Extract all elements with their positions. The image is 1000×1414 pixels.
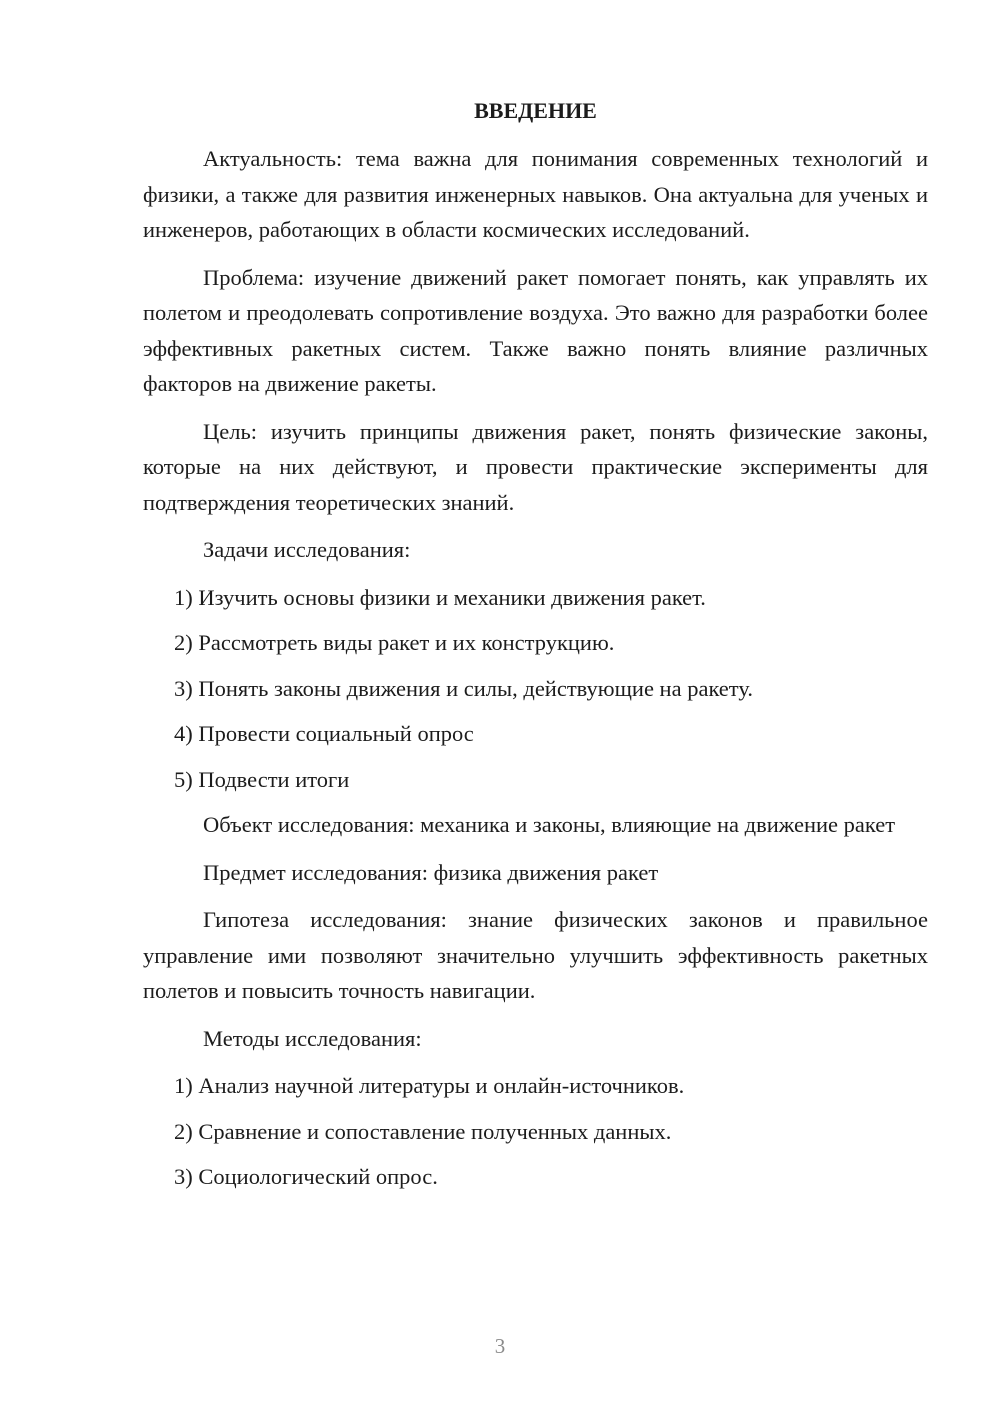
subject-paragraph: Предмет исследования: физика движения ракет <box>203 859 659 885</box>
methods-heading: Методы исследования: <box>203 1025 422 1051</box>
method-item: 3) Социологический опрос. <box>174 1164 438 1189</box>
task-item: 5) Подвести итоги <box>174 766 350 792</box>
hypothesis-paragraph: Гипотеза исследования: знание физических законов и правильное управление ими позволяют значительно улучшить эффективность ракетных полетов и повысить точность навигации. <box>143 907 928 1003</box>
page-title: ВВЕДЕНИЕ <box>474 98 597 123</box>
page-content <box>143 93 928 1205</box>
task-item: 1) Изучить основы физики и механики движения ракет. <box>174 584 706 610</box>
task-item: 3) Понять законы движения и силы, действующие на ракету. <box>174 675 753 701</box>
task-item: 2) Рассмотреть виды ракет и их конструкцию. <box>174 630 615 655</box>
goal-paragraph: Цель: изучить принципы движения ракет, понять физические законы, которые на них действуют, и провести практические эксперименты для подтверждения теоретических знаний. <box>143 418 928 515</box>
tasks-heading: Задачи исследования: <box>203 537 411 562</box>
page-number: 3 <box>494 1334 506 1358</box>
task-item: 4) Провести социальный опрос <box>174 721 474 746</box>
method-item: 1) Анализ научной литературы и онлайн-источников. <box>174 1073 685 1098</box>
relevance-paragraph: Актуальность: тема важна для понимания современных технологий и физики, а также для развития инженерных навыков. Она актуальна для ученых и инженеров, работающих в области космических исследований. <box>143 146 928 242</box>
problem-paragraph: Проблема: изучение движений ракет помогает понять, как управлять их полетом и преодолевать сопротивление воздуха. Это важно для разработки более эффективных ракетных систем. Также важно понять влияние различных факторов на движение ракеты. <box>143 264 928 396</box>
object-paragraph: Объект исследования: механика и законы, влияющие на движение ракет <box>203 812 896 837</box>
method-item: 2) Сравнение и сопоставление полученных данных. <box>174 1118 672 1144</box>
